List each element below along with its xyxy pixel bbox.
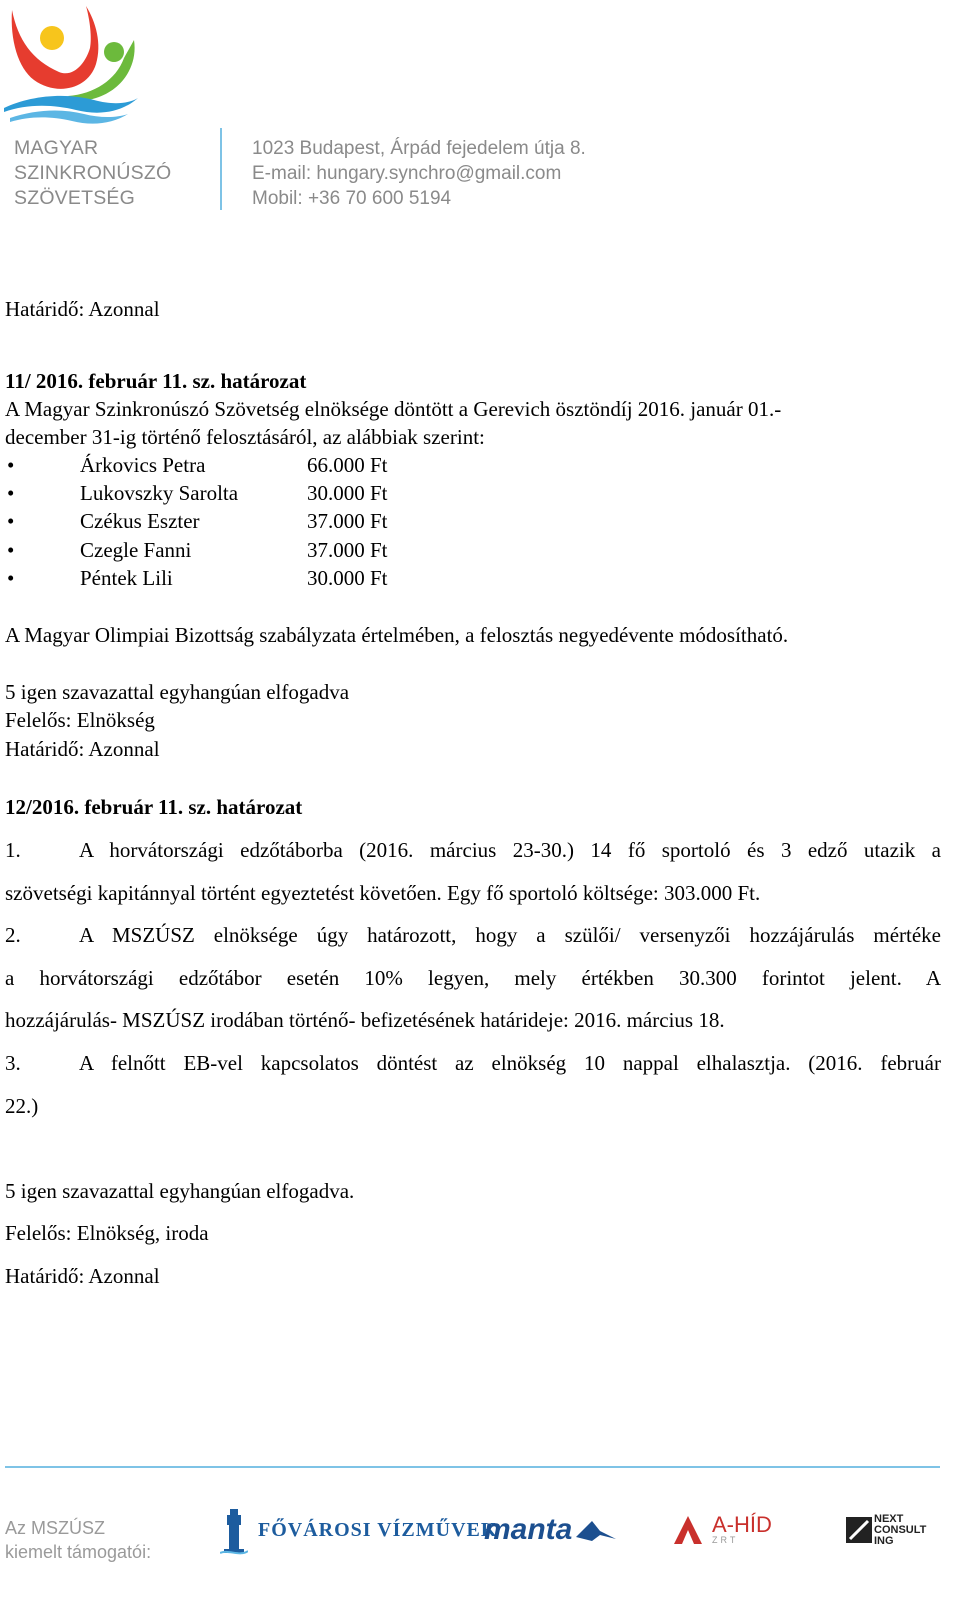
letterhead	[0, 0, 960, 230]
sponsor-vizmuvek-logo	[220, 1505, 497, 1555]
resolution-12-item-line: hozzájárulás- MSZÚSZ irodában történő- befizetésének határideje: 2016. március 18.	[5, 1008, 725, 1032]
recipient-name: Czékus Eszter	[80, 509, 200, 533]
bullet: •	[7, 453, 15, 477]
recipient-name: Czegle Fanni	[80, 538, 192, 562]
manta-ray-icon	[574, 1517, 618, 1543]
deadline-previous: Határidő: Azonnal	[5, 297, 160, 321]
sponsors-label-line: Az MSZÚSZ	[5, 1518, 106, 1538]
resolution-12-responsible: Felelős: Elnökség, iroda	[5, 1221, 209, 1245]
recipient-row	[5, 451, 605, 479]
resolution-12-vote: 5 igen szavazattal egyhangúan elfogadva.	[5, 1179, 355, 1203]
address: 1023 Budapest, Árpád fejedelem útja 8.	[252, 138, 586, 159]
sponsor-next-line: CONSULT	[874, 1523, 927, 1536]
resolution-12-item-line: 22.)	[5, 1094, 39, 1118]
resolution-11-text-line: december 31-ig történő felosztásáról, az alábbiak szerint:	[5, 425, 485, 449]
recipient-row	[5, 479, 605, 507]
recipient-name: Lukovszky Sarolta	[80, 481, 239, 505]
item-text: A MSZÚSZ elnöksége úgy határozott, hogy a szülői/ versenyzői hozzájárulás mértéke	[79, 923, 941, 947]
sponsors-label-line: kiemelt támogatói:	[5, 1542, 152, 1562]
recipient-row	[5, 564, 605, 592]
next-consulting-icon	[846, 1517, 872, 1543]
resolution-12-item-line	[5, 836, 941, 864]
recipient-row	[5, 507, 605, 535]
recipient-amount: 37.000 Ft	[307, 538, 388, 562]
item-number: 2.	[5, 923, 21, 947]
email: E-mail: hungary.synchro@gmail.com	[252, 163, 562, 184]
bullet: •	[7, 566, 15, 590]
resolution-11-note: A Magyar Olimpiai Bizottság szabályzata értelmében, a felosztás negyedévente módosítható.	[5, 623, 789, 647]
contact-info	[252, 136, 586, 211]
recipient-amount: 66.000 Ft	[307, 453, 388, 477]
sponsor-next-line: NEXT	[874, 1512, 904, 1525]
sponsor-vizmuvek-name: FŐVÁROSI VÍZMŰVEK	[258, 1518, 498, 1541]
ahid-triangle-icon	[672, 1514, 706, 1546]
resolution-12-item-line	[5, 1049, 941, 1077]
recipient-name: Péntek Lili	[80, 566, 173, 590]
sponsor-next-line: ING	[874, 1534, 894, 1547]
item-text: A felnőtt EB-vel kapcsolatos döntést az elnökség 10 nappal elhalasztja. (2016. február	[79, 1051, 941, 1075]
water-tower-icon	[220, 1505, 248, 1555]
item-number: 3.	[5, 1051, 21, 1075]
sponsor-ahid-name: A-HÍD	[712, 1512, 772, 1537]
sponsor-ahid-sub: ZRT	[712, 1535, 739, 1545]
org-name-line: MAGYAR	[14, 137, 99, 159]
recipient-row	[5, 536, 605, 564]
sponsor-ahid-logo	[672, 1505, 772, 1555]
resolution-11-deadline: Határidő: Azonnal	[5, 737, 160, 761]
resolution-12-item-line: a horvátországi edzőtábor esetén 10% legyen, mely értékben 30.300 forintot jelent. A	[5, 966, 941, 990]
resolution-12-item-line	[5, 921, 941, 949]
sponsor-nextconsulting-logo	[846, 1505, 926, 1555]
recipient-amount: 37.000 Ft	[307, 509, 388, 533]
organization-name	[14, 136, 171, 211]
resolution-12-deadline: Határidő: Azonnal	[5, 1264, 160, 1288]
recipient-name: Árkovics Petra	[80, 453, 206, 477]
sponsors-label	[5, 1516, 151, 1564]
sponsor-manta-name: manta	[484, 1513, 573, 1546]
bullet: •	[7, 509, 15, 533]
resolution-11-responsible: Felelős: Elnökség	[5, 708, 155, 732]
item-text: A horvátországi edzőtáborba (2016. március 23-30.) 14 fő sportoló és 3 edző utazik a	[79, 838, 941, 862]
item-number: 1.	[5, 838, 21, 862]
org-name-line: SZINKRONÚSZÓ	[14, 162, 172, 184]
federation-logo-icon	[4, 0, 144, 125]
recipient-amount: 30.000 Ft	[307, 481, 388, 505]
resolution-11-text-line: A Magyar Szinkronúszó Szövetség elnöksége döntött a Gerevich ösztöndíj 2016. január 01.-	[5, 397, 782, 421]
bullet: •	[7, 538, 15, 562]
resolution-12-item-line: szövetségi kapitánnyal történt egyeztetést követően. Egy fő sportoló költsége: 303.000 Ft.	[5, 881, 761, 905]
org-name-line: SZÖVETSÉG	[14, 187, 135, 209]
resolution-11-vote: 5 igen szavazattal egyhangúan elfogadva	[5, 680, 350, 704]
footer-divider	[5, 1466, 940, 1468]
header-divider	[220, 128, 222, 210]
bullet: •	[7, 481, 15, 505]
recipient-amount: 30.000 Ft	[307, 566, 388, 590]
resolution-11-title: 11/ 2016. február 11. sz. határozat	[5, 369, 307, 393]
mobile: Mobil: +36 70 600 5194	[252, 188, 452, 209]
sponsor-manta-logo	[484, 1505, 618, 1555]
resolution-12-title: 12/2016. február 11. sz. határozat	[5, 795, 303, 819]
